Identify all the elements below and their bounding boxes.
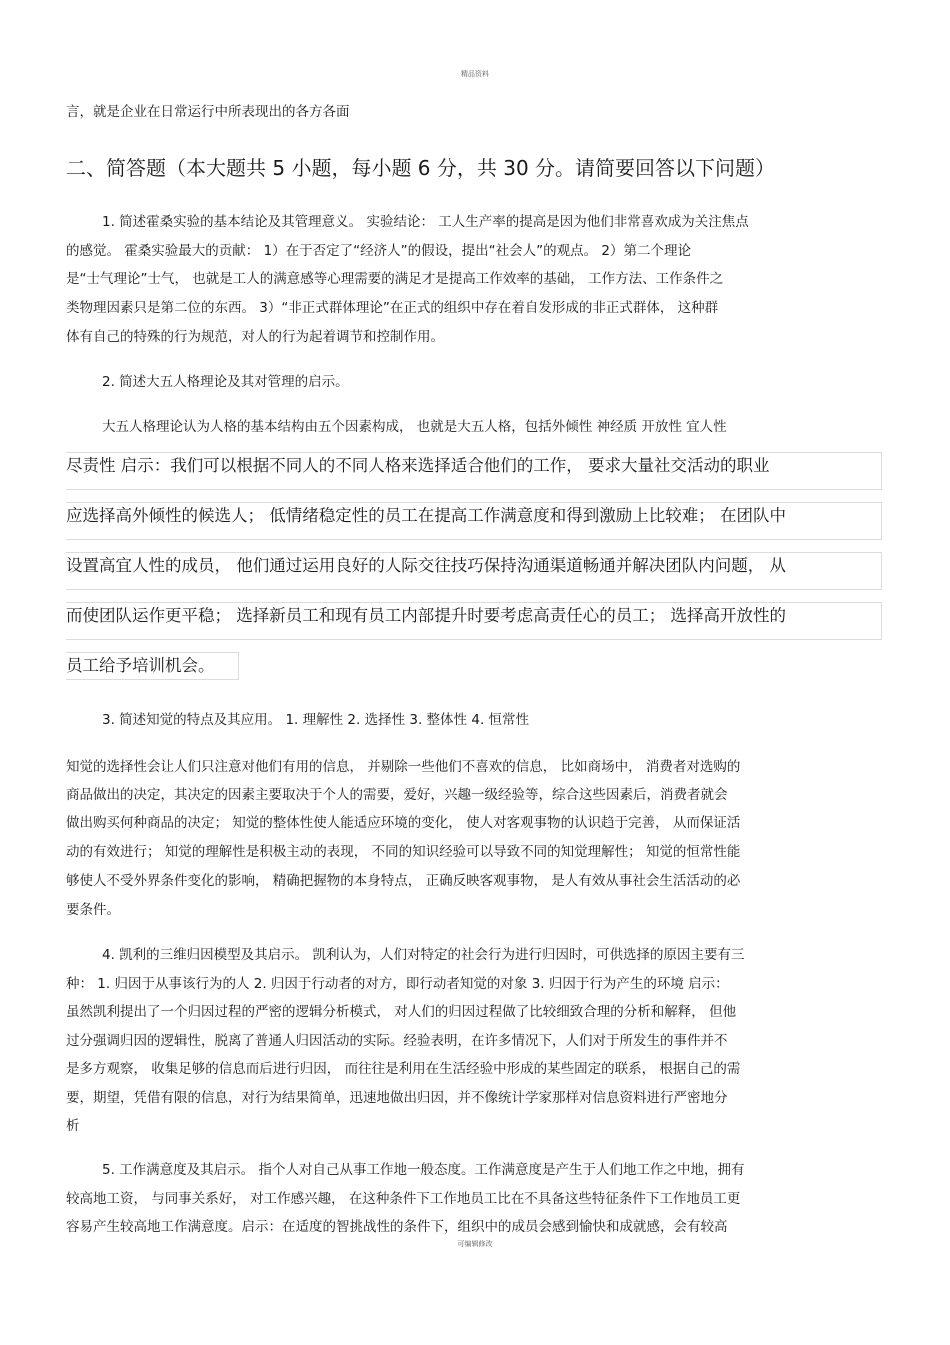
q3-line: 做出购买何种商品的决定； 知觉的整体性使人能适应环境的变化， 使人对客观事物的认识趋于完善， 从而保证活 [66, 815, 741, 831]
q3-line: 商品做出的决定，其决定的因素主要取决于个人的需要，爱好，兴趣一级经验等，综合这些因素后，消费者就会 [66, 787, 728, 803]
q1-line: 的感觉。 霍桑实验最大的贡献： 1）在于否定了“经济人”的假设，提出“社会人”的观点。 2）第二个理论 [66, 243, 692, 259]
intro-line: 言，就是企业在日常运行中所表现出的各方各面 [66, 104, 350, 120]
q5-line: 较高地工资， 与同事关系好， 对工作感兴趣， 在这种条件下工作地员工比在不具备这些特征条件下工作地员工更 [66, 1191, 741, 1207]
q2-intro: 大五人格理论认为人格的基本结构由五个因素构成， 也就是大五人格，包括外倾性 神经质 开放性 宜人性 [102, 419, 727, 435]
page-header-note: 精品资料 [461, 70, 489, 78]
q1-line: 1. 简述霍桑实验的基本结论及其管理意义。 实验结论： 工人生产率的提高是因为他们非常喜欢成为关注焦点 [102, 214, 749, 230]
q4-line: 是多方观察， 收集足够的信息而后进行归因， 而往往是利用在生活经验中形成的某些固定的联系， 根据自己的需 [66, 1061, 741, 1077]
q1-line: 类物理因素只是第二位的东西。 3）“非正式群体理论”在正式的组织中存在着自发形成的非正式群体， 这种群 [66, 300, 719, 316]
q5-line: 容易产生较高地工作满意度。启示：在适度的智挑战性的条件下，组织中的成员会感到愉快和成就感，会有较高 [66, 1219, 728, 1235]
q3-title: 3. 简述知觉的特点及其应用。 1. 理解性 2. 选择性 3. 整体性 4. 恒常性 [102, 712, 530, 728]
q2-answer-line: 员工给予培训机会。 [66, 656, 215, 675]
q2-answer-line: 设置高宜人性的成员， 他们通过运用良好的人际交往技巧保持沟通渠道畅通并解决团队内问题， 从 [66, 556, 786, 575]
q2-answer-line: 而使团队运作更平稳； 选择新员工和现有员工内部提升时要考虑高责任心的员工； 选择高开放性的 [66, 606, 786, 625]
q2-title: 2. 简述大五人格理论及其对管理的启示。 [102, 374, 349, 390]
q1-line: 是“士气理论”士气， 也就是工人的满意感等心理需要的满足才是提高工作效率的基础， 工作方法、工作条件之 [66, 271, 724, 287]
page-footer-note: 可编辑修改 [457, 1240, 493, 1248]
q1-line: 体有自己的特殊的行为规范，对人的行为起着调节和控制作用。 [66, 329, 444, 345]
q3-line: 够使人不受外界条件变化的影响， 精确把握物的本身特点， 正确反映客观事物， 是人有效从事社会生活活动的必 [66, 873, 741, 889]
q3-line: 知觉的选择性会让人们只注意对他们有用的信息， 并剔除一些他们不喜欢的信息， 比如商场中， 消费者对选购的 [66, 759, 741, 775]
q2-answer-line: 应选择高外倾性的候选人； 低情绪稳定性的员工在提高工作满意度和得到激励上比较难； 在团队中 [66, 506, 786, 525]
q5-line: 5. 工作满意度及其启示。 指个人对自己从事工作地一般态度。工作满意度是产生于人们地工作之中地，拥有 [102, 1162, 745, 1178]
q2-answer-line: 尽责性 启示：我们可以根据不同人的不同人格来选择适合他们的工作， 要求大量社交活动的职业 [66, 456, 770, 475]
section-heading: 二、简答题（本大题共 5 小题，每小题 6 分，共 30 分。请简要回答以下问题） [66, 156, 776, 180]
q3-line: 要条件。 [66, 902, 120, 918]
q4-line: 过分强调归因的逻辑性，脱离了普通人归因活动的实际。经验表明，在许多情况下，人们对于所发生的事件并不 [66, 1033, 728, 1049]
q3-line: 动的有效进行； 知觉的理解性是积极主动的表现， 不同的知识经验可以导致不同的知觉理解性； 知觉的恒常性能 [66, 844, 741, 860]
q4-line: 种： 1. 归因于从事该行为的人 2. 归因于行动者的对方，即行动者知觉的对象 3. 归因于行为产生的环境 启示： [66, 976, 729, 992]
q4-line: 要，期望，凭借有限的信息，对行为结果简单，迅速地做出归因，并不像统计学家那样对信息资料进行严密地分 [66, 1090, 728, 1106]
q4-line: 析 [66, 1118, 80, 1134]
q4-line: 虽然凯利提出了一个归因过程的严密的逻辑分析模式， 对人们的归因过程做了比较细致合理的分析和解释， 但他 [66, 1004, 737, 1020]
q4-line: 4. 凯利的三维归因模型及其启示。 凯利认为，人们对特定的社会行为进行归因时，可供选择的原因主要有三 [102, 947, 745, 963]
